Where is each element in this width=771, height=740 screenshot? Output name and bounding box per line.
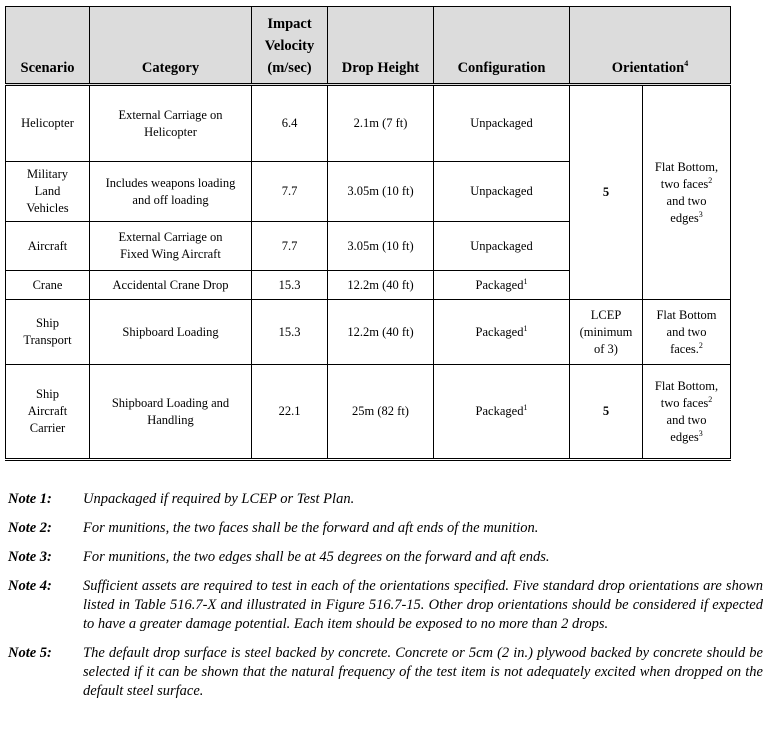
cell-orientation-desc (643, 300, 731, 365)
notes-section (8, 490, 763, 711)
cell-velocity: 22.1 (252, 365, 328, 460)
cell-drop-height: 25m (82 ft) (328, 365, 434, 460)
config-text: Unpackaged (470, 238, 533, 253)
category-line: Accidental Crane Drop (112, 277, 229, 292)
header-configuration: Configuration (434, 7, 570, 85)
cell-configuration (434, 222, 570, 271)
scenario-line: Vehicles (26, 201, 69, 215)
header-orientation-label: Orientation (611, 60, 685, 76)
note-2 (8, 519, 763, 538)
orientation-count-line: LCEP (590, 307, 622, 322)
cell-orientation-count (570, 300, 643, 365)
config-text: Packaged (475, 404, 524, 418)
category-line: Shipboard Loading and (111, 395, 230, 410)
scenario-text: Helicopter (21, 116, 74, 130)
orientation-line: faces.$^2$ (670, 340, 703, 356)
header-orientation (570, 7, 731, 85)
orientation-line: and two (666, 412, 707, 427)
note-4 (8, 577, 763, 634)
note-text: Sufficient assets are required to test in each of the orientations specified. Five standard drop orientations are shown listed in Table 516.7-X and illustrated in Figure 516.7-15. Other drop orientations should be considered if expected to have a greater damage potential. Each item should be exposed to no more than 2 drops. (83, 578, 763, 632)
category-line: External Carriage on (118, 230, 223, 244)
orientation-line: Flat Bottom, (654, 378, 719, 393)
scenario-line: Transport (23, 333, 72, 347)
cell-configuration (434, 300, 570, 365)
cell-scenario (6, 162, 90, 222)
cell-scenario (6, 222, 90, 271)
note-5 (8, 644, 763, 701)
category-line: Helicopter (144, 124, 197, 139)
cell-scenario (6, 85, 90, 162)
orientation-line: two faces$^2$ (660, 394, 713, 410)
orientation-line: Flat Bottom (656, 307, 717, 322)
cell-velocity: 15.3 (252, 300, 328, 365)
scenario-line: Carrier (29, 421, 66, 435)
note-label: Note 2: (8, 520, 52, 536)
header-impact-velocity (252, 7, 328, 85)
orientation-line: and two (666, 324, 707, 339)
cell-orientation-desc (643, 85, 731, 300)
scenario-text: Crane (32, 277, 63, 292)
header-velocity-line1: Impact (267, 16, 312, 32)
cell-configuration (434, 271, 570, 300)
cell-drop-height: 12.2m (40 ft) (328, 271, 434, 300)
cell-configuration (434, 162, 570, 222)
header-scenario: Scenario (6, 7, 90, 85)
category-line: External Carriage on (118, 107, 223, 122)
orientation-line: and two (666, 193, 707, 208)
cell-category (90, 271, 252, 300)
scenario-text: Aircraft (27, 238, 68, 253)
orientation-line: two faces$^2$ (660, 175, 713, 191)
config-text: Packaged (475, 324, 524, 339)
config-sup: 1 (523, 276, 528, 286)
cell-scenario (6, 365, 90, 460)
note-3 (8, 548, 763, 567)
config-text: Unpackaged (470, 184, 533, 198)
orientation-line: Flat Bottom, (654, 159, 719, 174)
note-text: Unpackaged if required by LCEP or Test Plan. (83, 491, 355, 507)
note-label: Note 1: (8, 491, 52, 507)
cell-category (90, 365, 252, 460)
category-line: Fixed Wing Aircraft (120, 247, 221, 261)
category-line: Shipboard Loading (122, 324, 219, 339)
table-row (6, 85, 731, 162)
scenario-line: Military (27, 167, 68, 181)
cell-velocity: 7.7 (252, 222, 328, 271)
config-text: Packaged (475, 277, 524, 292)
scenario-line: Ship (36, 387, 59, 401)
note-label: Note 3: (8, 549, 52, 565)
note-label: Note 5: (8, 645, 52, 661)
config-sup: 1 (523, 402, 528, 412)
cell-drop-height: 3.05m (10 ft) (328, 162, 434, 222)
header-orientation-sup: 4 (684, 59, 689, 69)
cell-category (90, 300, 252, 365)
cell-drop-height: 2.1m (7 ft) (328, 85, 434, 162)
cell-category (90, 162, 252, 222)
orientation-count-line: (minimum (579, 324, 633, 339)
scenario-line: Ship (36, 316, 59, 330)
cell-velocity: 15.3 (252, 271, 328, 300)
note-label: Note 4: (8, 578, 52, 594)
cell-velocity: 7.7 (252, 162, 328, 222)
header-velocity-line2: Velocity (264, 38, 315, 54)
header-drop-height: Drop Height (328, 7, 434, 85)
category-line: Includes weapons loading (105, 175, 236, 190)
cell-drop-height: 3.05m (10 ft) (328, 222, 434, 271)
scenario-line: Land (34, 184, 61, 198)
drop-test-table (5, 6, 731, 461)
table-row (6, 365, 731, 460)
table-row (6, 300, 731, 365)
orientation-count-line: of 3) (594, 341, 618, 356)
config-sup: 1 (523, 323, 528, 333)
cell-velocity: 6.4 (252, 85, 328, 162)
cell-category (90, 85, 252, 162)
note-1 (8, 490, 763, 509)
cell-orientation-desc (643, 365, 731, 460)
category-line: Handling (147, 412, 194, 427)
cell-orientation-count: 5 (570, 85, 643, 300)
cell-scenario (6, 271, 90, 300)
config-text: Unpackaged (470, 116, 533, 130)
header-category: Category (90, 7, 252, 85)
cell-drop-height: 12.2m (40 ft) (328, 300, 434, 365)
cell-category (90, 222, 252, 271)
cell-configuration (434, 365, 570, 460)
note-text: For munitions, the two edges shall be at 45 degrees on the forward and aft ends. (83, 549, 550, 565)
cell-orientation-count: 5 (570, 365, 643, 460)
header-velocity-line3: (m/sec) (267, 60, 312, 76)
cell-scenario (6, 300, 90, 365)
category-line: and off loading (132, 192, 209, 207)
table-header-row (6, 7, 731, 85)
note-text: For munitions, the two faces shall be the forward and aft ends of the munition. (83, 520, 539, 536)
note-text: The default drop surface is steel backed by concrete. Concrete or 5cm (2 in.) plywood backed by concrete should be selected if it can be shown that the natural frequency of the test item is not adequately excited when dropped on the default steel surface. (83, 645, 763, 699)
scenario-line: Aircraft (27, 404, 68, 418)
orientation-line: edges$^3$ (670, 428, 703, 444)
cell-configuration (434, 85, 570, 162)
orientation-line: edges$^3$ (670, 209, 703, 225)
